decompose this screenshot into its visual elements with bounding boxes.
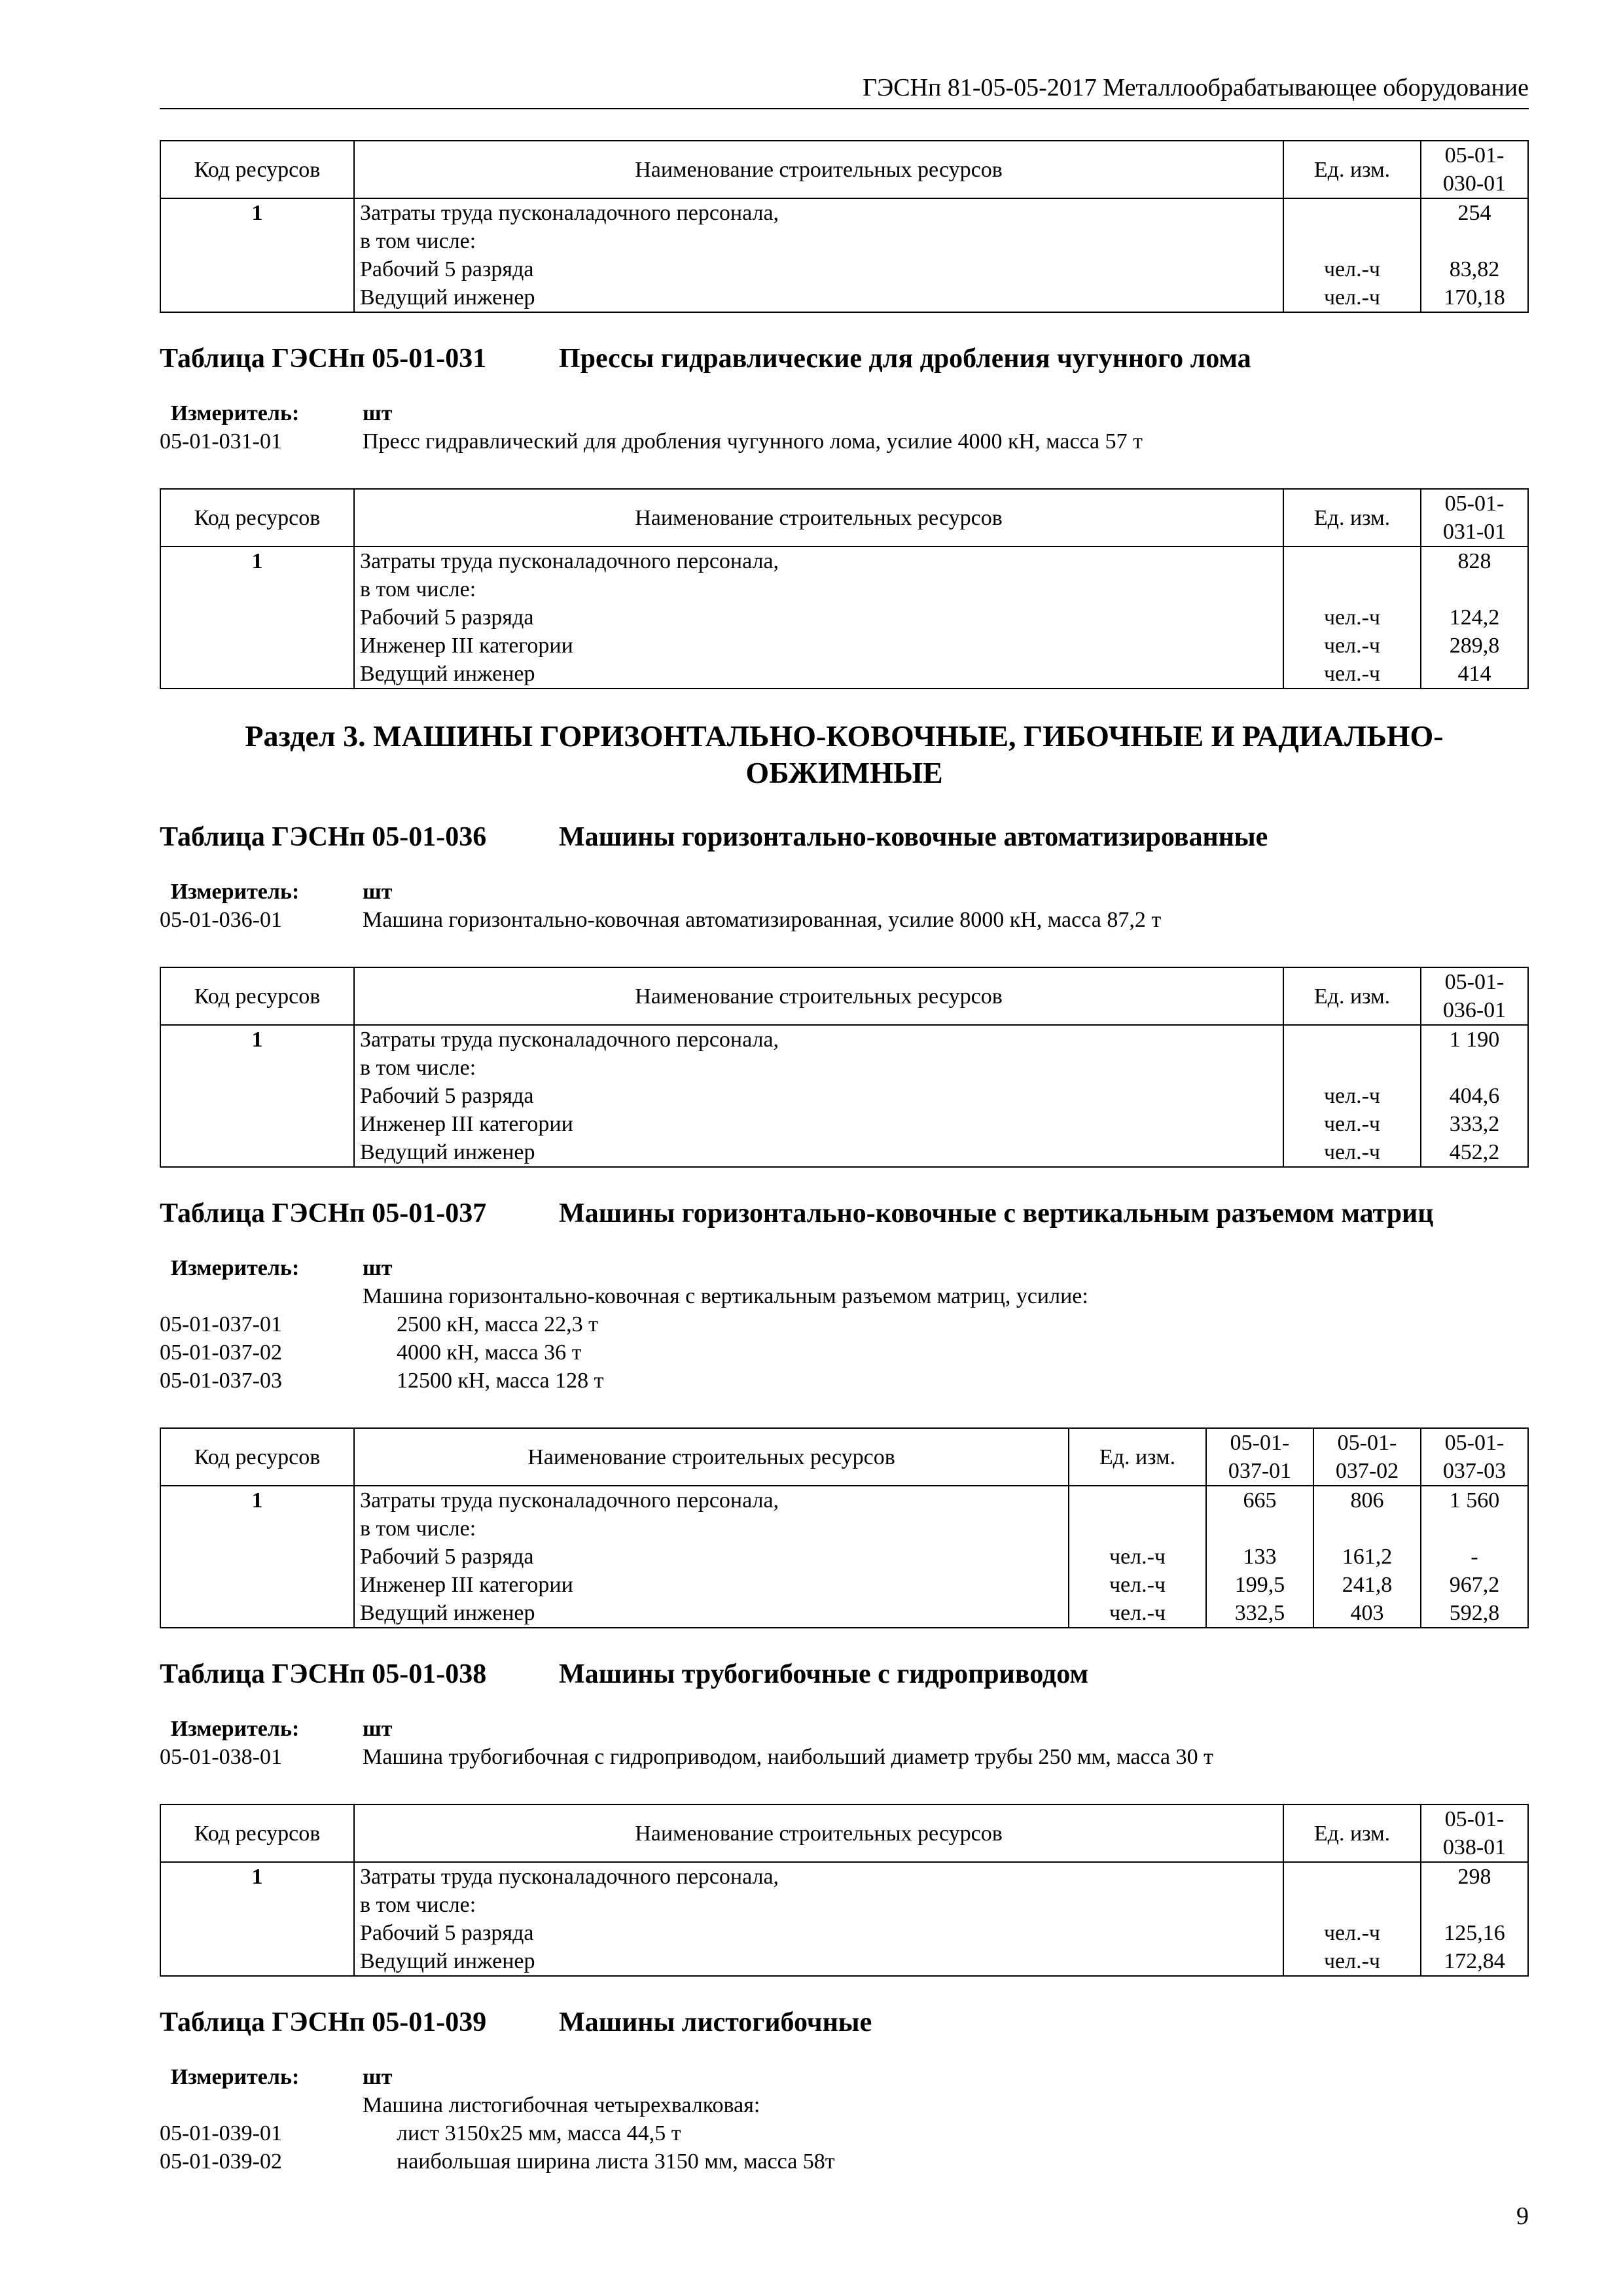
meter-label: Измеритель: — [170, 2065, 300, 2089]
col-header-value: 05-01-030-01 — [1421, 141, 1528, 198]
meter-item-text: 12500 кН, масса 128 т — [397, 1369, 604, 1393]
code-cell — [160, 1947, 354, 1976]
col-header-value: 05-01-036-01 — [1421, 967, 1528, 1025]
code-cell — [160, 632, 354, 660]
table-number: Таблица ГЭСНп 05-01-031 — [160, 344, 487, 374]
table-row — [160, 198, 1528, 227]
name-cell: Ведущий инженер — [354, 1947, 1283, 1976]
value-cell: 298 — [1421, 1862, 1528, 1891]
table-row — [160, 1515, 1528, 1543]
value-cell: 172,84 — [1421, 1947, 1528, 1976]
meter-item-text: Пресс гидравлический для дробления чугунного лома, усилие 4000 кН, масса 57 т — [363, 429, 1143, 454]
value-cell — [1421, 1054, 1528, 1082]
name-cell: Ведущий инженер — [354, 1138, 1283, 1167]
meter-row — [160, 1254, 1529, 1282]
meter-unit: шт — [363, 880, 393, 904]
value-cell: 161,2 — [1313, 1543, 1421, 1571]
name-cell: Рабочий 5 разряда — [354, 255, 1283, 283]
meter-unit: шт — [363, 2065, 393, 2089]
code-cell — [160, 1054, 354, 1082]
table-title-037 — [160, 1198, 1529, 1229]
code-cell — [160, 1571, 354, 1599]
name-cell: Затраты труда пусконаладочного персонала, — [354, 547, 1283, 575]
section-title: Раздел 3. МАШИНЫ ГОРИЗОНТАЛЬНО-КОВОЧНЫЕ, ГИБОЧНЫЕ И РАДИАЛЬНО-ОБЖИМНЫЕ — [245, 719, 1444, 789]
value-cell: 404,6 — [1421, 1082, 1528, 1110]
table-row — [160, 1862, 1528, 1891]
table-title-038 — [160, 1659, 1529, 1690]
table-number: Таблица ГЭСНп 05-01-038 — [160, 1659, 487, 1689]
name-cell: Инженер III категории — [354, 1571, 1069, 1599]
name-cell: Инженер III категории — [354, 632, 1283, 660]
meter-item-code: 05-01-037-01 — [160, 1312, 282, 1336]
table-row — [160, 1486, 1528, 1515]
code-cell — [160, 1543, 354, 1571]
code-cell — [160, 1110, 354, 1138]
resource-table-036 — [160, 967, 1529, 1168]
table-name: Машины горизонтально-ковочные с вертикальным разъемом матриц — [559, 1198, 1434, 1229]
unit-cell: чел.-ч — [1283, 603, 1421, 632]
col-header-code: Код ресурсов — [160, 1804, 354, 1862]
code-cell — [160, 255, 354, 283]
code-cell: 1 — [160, 1025, 354, 1054]
code-cell — [160, 1919, 354, 1947]
table-row — [160, 632, 1528, 660]
unit-cell — [1069, 1515, 1206, 1543]
code-cell: 1 — [160, 1486, 354, 1515]
table-title-031 — [160, 343, 1529, 374]
header-rule — [160, 108, 1529, 109]
resource-table-037 — [160, 1427, 1529, 1628]
meter-item — [160, 1367, 1529, 1395]
unit-cell: чел.-ч — [1283, 1138, 1421, 1167]
name-cell: в том числе: — [354, 575, 1283, 603]
table-row — [160, 603, 1528, 632]
name-cell: в том числе: — [354, 1054, 1283, 1082]
name-cell: в том числе: — [354, 1891, 1283, 1919]
code-cell — [160, 1082, 354, 1110]
meter-item-code: 05-01-038-01 — [160, 1745, 282, 1769]
value-cell — [1421, 1515, 1528, 1543]
meter-label: Измеритель: — [170, 1717, 300, 1741]
table-row — [160, 1138, 1528, 1167]
table-row — [160, 1919, 1528, 1947]
code-cell — [160, 603, 354, 632]
code-cell — [160, 1138, 354, 1167]
value-cell: 333,2 — [1421, 1110, 1528, 1138]
value-cell: 592,8 — [1421, 1599, 1528, 1628]
code-cell: 1 — [160, 547, 354, 575]
name-cell: Затраты труда пусконаладочного персонала, — [354, 1862, 1283, 1891]
unit-cell: чел.-ч — [1283, 1947, 1421, 1976]
page-content — [160, 140, 1529, 2176]
col-header-code: Код ресурсов — [160, 489, 354, 547]
unit-cell: чел.-ч — [1283, 1082, 1421, 1110]
table-row — [160, 660, 1528, 689]
meter-label: Измеритель: — [170, 1256, 300, 1280]
meter-item — [160, 427, 1529, 456]
code-cell: 1 — [160, 1862, 354, 1891]
unit-cell — [1283, 1025, 1421, 1054]
table-row — [160, 1571, 1528, 1599]
col-header-unit: Ед. изм. — [1283, 967, 1421, 1025]
resource-table-038 — [160, 1804, 1529, 1977]
value-cell: 665 — [1206, 1486, 1313, 1515]
meter-item — [160, 2147, 1529, 2176]
meter-item — [160, 1310, 1529, 1338]
table-row — [160, 283, 1528, 312]
code-cell: 1 — [160, 198, 354, 227]
name-cell: в том числе: — [354, 1515, 1069, 1543]
col-header-code: Код ресурсов — [160, 967, 354, 1025]
value-cell: 289,8 — [1421, 632, 1528, 660]
unit-cell — [1283, 227, 1421, 255]
col-header-name: Наименование строительных ресурсов — [354, 141, 1283, 198]
meter-item-text: Машина горизонтально-ковочная автоматизированная, усилие 8000 кН, масса 87,2 т — [363, 908, 1162, 932]
value-cell: 170,18 — [1421, 283, 1528, 312]
value-cell: 241,8 — [1313, 1571, 1421, 1599]
table-row — [160, 1543, 1528, 1571]
table-name: Машины листогибочные — [559, 2007, 872, 2037]
col-header-name: Наименование строительных ресурсов — [354, 967, 1283, 1025]
col-header-code: Код ресурсов — [160, 141, 354, 198]
resource-table-030 — [160, 140, 1529, 313]
meter-row — [160, 399, 1529, 427]
unit-cell: чел.-ч — [1283, 1110, 1421, 1138]
meter-item-code: 05-01-036-01 — [160, 908, 282, 932]
meter-unit: шт — [363, 401, 393, 425]
table-number: Таблица ГЭСНп 05-01-036 — [160, 822, 487, 852]
meter-intro-row — [160, 1282, 1529, 1310]
meter-item — [160, 1338, 1529, 1367]
unit-cell: чел.-ч — [1283, 283, 1421, 312]
meter-item-text: 2500 кН, масса 22,3 т — [397, 1312, 598, 1336]
value-cell — [1421, 1891, 1528, 1919]
value-cell: 967,2 — [1421, 1571, 1528, 1599]
value-cell — [1206, 1515, 1313, 1543]
table-row — [160, 1947, 1528, 1976]
unit-cell: чел.-ч — [1069, 1543, 1206, 1571]
table-row — [160, 1025, 1528, 1054]
value-cell: 332,5 — [1206, 1599, 1313, 1628]
value-cell — [1421, 227, 1528, 255]
name-cell: в том числе: — [354, 227, 1283, 255]
meter-label: Измеритель: — [170, 401, 300, 425]
meter-block-039 — [160, 2063, 1529, 2176]
col-header-unit: Ед. изм. — [1069, 1428, 1206, 1486]
col-header-value: 05-01-031-01 — [1421, 489, 1528, 547]
unit-cell — [1283, 198, 1421, 227]
table-row — [160, 227, 1528, 255]
value-cell: 828 — [1421, 547, 1528, 575]
col-header-value-1: 05-01-037-01 — [1206, 1428, 1313, 1486]
value-cell: 199,5 — [1206, 1571, 1313, 1599]
value-cell — [1313, 1515, 1421, 1543]
name-cell: Инженер III категории — [354, 1110, 1283, 1138]
code-cell — [160, 1515, 354, 1543]
name-cell: Рабочий 5 разряда — [354, 1543, 1069, 1571]
name-cell: Рабочий 5 разряда — [354, 1919, 1283, 1947]
unit-cell — [1283, 1891, 1421, 1919]
meter-block-036 — [160, 878, 1529, 934]
table-row — [160, 255, 1528, 283]
resource-table-031 — [160, 488, 1529, 689]
table-title-039 — [160, 2007, 1529, 2038]
value-cell: 83,82 — [1421, 255, 1528, 283]
code-cell — [160, 283, 354, 312]
code-cell — [160, 227, 354, 255]
meter-item — [160, 2119, 1529, 2147]
table-number: Таблица ГЭСНп 05-01-037 — [160, 1198, 487, 1229]
col-header-value-2: 05-01-037-02 — [1313, 1428, 1421, 1486]
table-row — [160, 1054, 1528, 1082]
unit-cell: чел.-ч — [1069, 1599, 1206, 1628]
col-header-unit: Ед. изм. — [1283, 489, 1421, 547]
meter-item-code: 05-01-031-01 — [160, 429, 282, 454]
name-cell: Ведущий инженер — [354, 283, 1283, 312]
name-cell: Рабочий 5 разряда — [354, 1082, 1283, 1110]
col-header-name: Наименование строительных ресурсов — [354, 1428, 1069, 1486]
table-row — [160, 1599, 1528, 1628]
table-title-036 — [160, 821, 1529, 853]
value-cell: 133 — [1206, 1543, 1313, 1571]
unit-cell — [1283, 1054, 1421, 1082]
meter-item-code: 05-01-037-02 — [160, 1340, 282, 1365]
col-header-value: 05-01-038-01 — [1421, 1804, 1528, 1862]
meter-row — [160, 878, 1529, 906]
meter-item-text: лист 3150х25 мм, масса 44,5 т — [397, 2121, 681, 2145]
meter-item-code: 05-01-037-03 — [160, 1369, 282, 1393]
value-cell: 124,2 — [1421, 603, 1528, 632]
table-row — [160, 1891, 1528, 1919]
meter-item-code: 05-01-039-01 — [160, 2121, 282, 2145]
meter-row — [160, 1715, 1529, 1743]
value-cell: 403 — [1313, 1599, 1421, 1628]
meter-item-text: наибольшая ширина листа 3150 мм, масса 58т — [397, 2149, 835, 2174]
table-name: Машины трубогибочные с гидроприводом — [559, 1659, 1089, 1689]
meter-unit: шт — [363, 1717, 393, 1741]
table-row — [160, 547, 1528, 575]
meter-block-031 — [160, 399, 1529, 456]
meter-item-text: 4000 кН, масса 36 т — [397, 1340, 582, 1365]
name-cell: Ведущий инженер — [354, 660, 1283, 689]
col-header-name: Наименование строительных ресурсов — [354, 489, 1283, 547]
unit-cell — [1283, 1862, 1421, 1891]
table-row — [160, 1082, 1528, 1110]
col-header-name: Наименование строительных ресурсов — [354, 1804, 1283, 1862]
table-number: Таблица ГЭСНп 05-01-039 — [160, 2007, 487, 2037]
meter-item-code: 05-01-039-02 — [160, 2149, 282, 2174]
name-cell: Ведущий инженер — [354, 1599, 1069, 1628]
name-cell: Затраты труда пусконаладочного персонала, — [354, 1486, 1069, 1515]
meter-unit: шт — [363, 1256, 393, 1280]
page-number: 9 — [1516, 2202, 1529, 2230]
meter-block-037 — [160, 1254, 1529, 1395]
meter-label: Измеритель: — [170, 880, 300, 904]
meter-intro: Машина горизонтально-ковочная с вертикальным разъемом матриц, усилие: — [363, 1284, 1088, 1308]
col-header-code: Код ресурсов — [160, 1428, 354, 1486]
unit-cell: чел.-ч — [1283, 255, 1421, 283]
meter-intro-row — [160, 2091, 1529, 2119]
value-cell: 254 — [1421, 198, 1528, 227]
value-cell: 1 560 — [1421, 1486, 1528, 1515]
value-cell: 414 — [1421, 660, 1528, 689]
name-cell: Затраты труда пусконаладочного персонала, — [354, 198, 1283, 227]
unit-cell: чел.-ч — [1283, 632, 1421, 660]
unit-cell — [1283, 547, 1421, 575]
meter-item — [160, 906, 1529, 934]
unit-cell — [1069, 1486, 1206, 1515]
code-cell — [160, 1599, 354, 1628]
name-cell: Рабочий 5 разряда — [354, 603, 1283, 632]
table-row — [160, 575, 1528, 603]
meter-block-038 — [160, 1715, 1529, 1771]
value-cell: 806 — [1313, 1486, 1421, 1515]
value-cell: 125,16 — [1421, 1919, 1528, 1947]
unit-cell — [1283, 575, 1421, 603]
running-header: ГЭСНп 81-05-05-2017 Металлообрабатывающее оборудование — [863, 74, 1529, 101]
meter-item — [160, 1743, 1529, 1771]
table-name: Машины горизонтально-ковочные автоматизированные — [559, 822, 1268, 852]
value-cell: 1 190 — [1421, 1025, 1528, 1054]
table-name: Прессы гидравлические для дробления чугунного лома — [559, 344, 1251, 374]
meter-row — [160, 2063, 1529, 2091]
col-header-unit: Ед. изм. — [1283, 141, 1421, 198]
name-cell: Затраты труда пусконаладочного персонала, — [354, 1025, 1283, 1054]
code-cell — [160, 575, 354, 603]
table-row — [160, 1110, 1528, 1138]
unit-cell: чел.-ч — [1283, 1919, 1421, 1947]
unit-cell: чел.-ч — [1283, 660, 1421, 689]
code-cell — [160, 660, 354, 689]
meter-intro: Машина листогибочная четырехвалковая: — [363, 2093, 760, 2117]
meter-item-text: Машина трубогибочная с гидроприводом, наибольший диаметр трубы 250 мм, масса 30 т — [363, 1745, 1213, 1769]
value-cell: - — [1421, 1543, 1528, 1571]
value-cell: 452,2 — [1421, 1138, 1528, 1167]
col-header-unit: Ед. изм. — [1283, 1804, 1421, 1862]
value-cell — [1421, 575, 1528, 603]
unit-cell: чел.-ч — [1069, 1571, 1206, 1599]
code-cell — [160, 1891, 354, 1919]
col-header-value-3: 05-01-037-03 — [1421, 1428, 1528, 1486]
